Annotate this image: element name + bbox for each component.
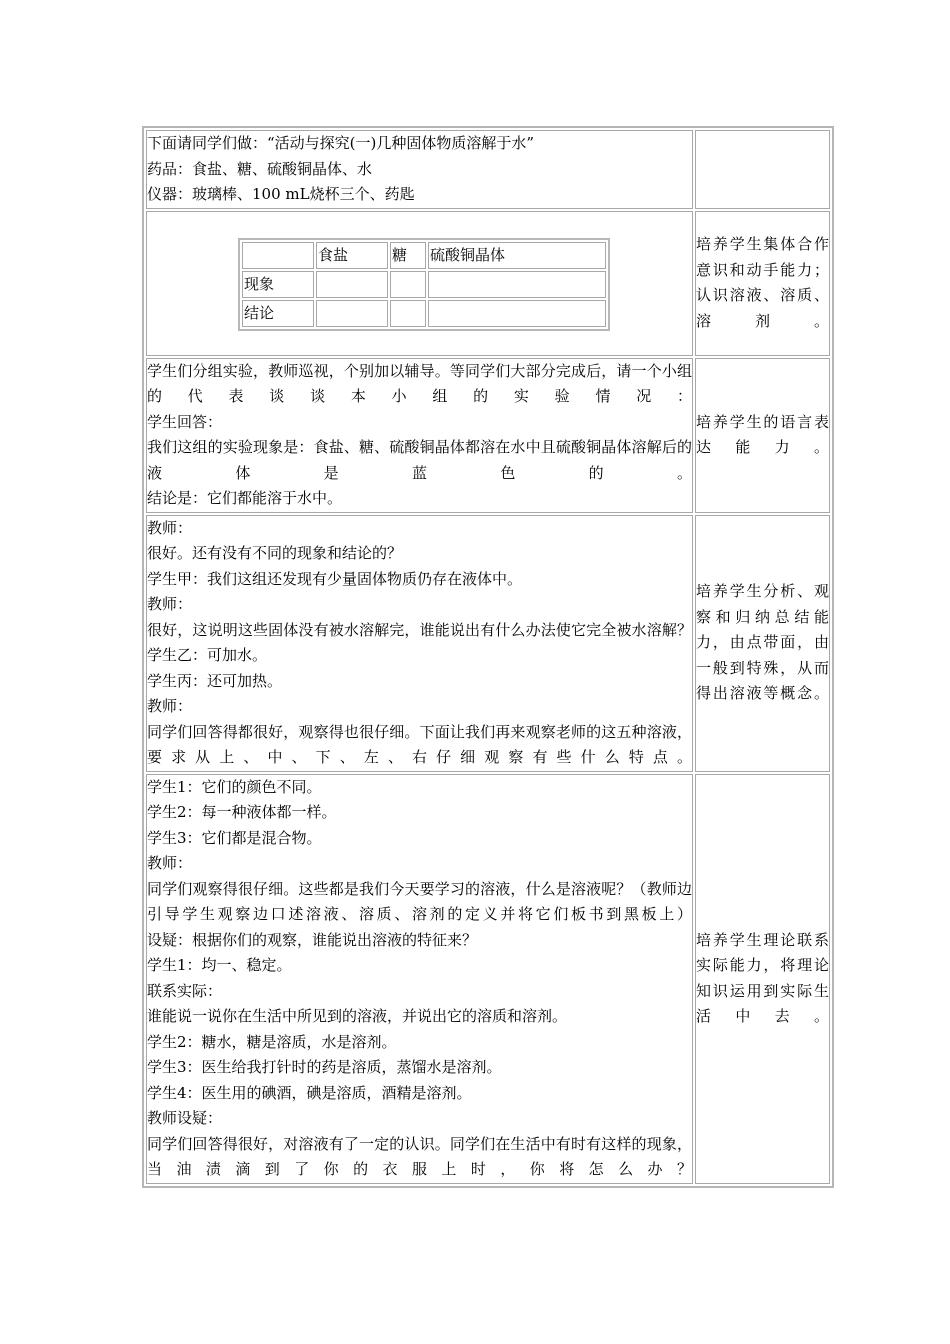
paragraph: 教师： [147,595,193,613]
experiment-record-table [238,238,610,331]
design-note-cell [695,211,830,356]
design-note: 培养学生分析、观察和归纳总结能力，由点带面，由一般到特殊，从而得出溶液等概念。 [696,582,829,703]
equipment-line: 仪器：玻璃棒、100 mL烧杯三个、药匙 [147,185,415,203]
header-cell: 糖 [390,242,426,269]
paragraph: 同学们回答得很好，对溶液有了一定的认识。同学们在生活中有时有这样的现象，当油渍滴到了你的衣服上时，你将怎么办？ [147,1134,692,1178]
paragraph: 联系实际： [147,981,223,1000]
empty-cell [428,271,606,298]
table-row [146,211,830,356]
empty-cell [428,300,606,327]
paragraph: 教师设疑： [147,1109,223,1127]
header-cell [242,242,314,269]
paragraph: 教师： [147,518,193,537]
table-row [146,358,830,513]
table-row [146,130,830,209]
paragraph: 我们这组的实验现象是：食盐、糖、硫酸铜晶体都溶在水中且硫酸铜晶体溶解后的液体是蓝色的。 [147,438,692,482]
empty-cell [316,300,388,327]
paragraph: 学生3：医生给我打针时的药是溶质，蒸馏水是溶剂。 [147,1058,502,1076]
paragraph: 谁能说一说你在生活中所见到的溶液，并说出它的溶质和溶剂。 [147,1007,568,1025]
design-note: 培养学生集体合作意识和动手能力；认识溶液、溶质、溶剂。 [696,235,829,330]
paragraph: 同学们观察得很仔细。这些都是我们今天要学习的溶液，什么是溶液呢？（教师边引导学生观察边口述溶液、溶质、溶剂的定义并将它们板书到黑板上） [147,879,692,923]
table-header-row [242,242,606,269]
paragraph: 学生乙：可加水。 [147,646,268,664]
table-row [146,515,830,772]
design-note-cell [695,774,830,1184]
paragraph: 学生1：均一、稳定。 [147,956,292,974]
materials-line: 药品：食盐、糖、硫酸铜晶体、水 [147,159,373,178]
design-note-cell [695,515,830,772]
lesson-plan-table [142,126,834,1188]
empty-cell [390,271,426,298]
header-cell: 硫酸铜晶体 [428,242,606,269]
paragraph: 结论是：它们都能溶于水中。 [147,489,343,507]
paragraph: 学生们分组实验，教师巡视，个别加以辅导。等同学们大部分完成后，请一个小组的代表谈谈本小组的实验情况： [147,361,692,405]
row-label-cell: 现象 [242,271,314,298]
paragraph: 学生2：每一种液体都一样。 [147,803,337,821]
paragraph: 教师： [147,697,193,715]
experiment-table-cell [146,211,693,356]
paragraph: 学生1：它们的颜色不同。 [147,777,322,796]
activity-intro-cell [146,130,693,209]
paragraph: 设疑：根据你们的观察，谁能说出溶液的特征来？ [147,930,478,949]
paragraph: 学生3：它们都是混合物。 [147,828,322,847]
design-note-cell [695,358,830,513]
row-label-cell: 结论 [242,300,314,327]
design-note-cell [695,130,830,209]
dialogue-cell [146,774,693,1184]
header-cell: 食盐 [316,242,388,269]
activity-title: 下面请同学们做：“活动与探究(一)几种固体物质溶解于水” [147,134,535,152]
dialogue-cell [146,358,693,513]
empty-cell [316,271,388,298]
paragraph: 学生丙：还可加热。 [147,671,283,690]
paragraph: 教师： [147,854,193,872]
paragraph: 学生2：糖水，糖是溶质，水是溶剂。 [147,1032,397,1051]
paragraph: 同学们回答得都很好，观察得也很仔细。下面让我们再来观察老师的这五种溶液，要求从上、中、下、左、右仔细观察有些什么特点。 [147,722,692,766]
table-row [146,774,830,1184]
paragraph: 学生回答： [147,412,223,431]
document-page [142,126,830,1188]
paragraph: 学生4：医生用的碘酒，碘是溶质，酒精是溶剂。 [147,1083,472,1102]
dialogue-cell [146,515,693,772]
empty-cell [390,300,426,327]
paragraph: 很好。还有没有不同的现象和结论的？ [147,544,403,562]
table-row [242,300,606,327]
paragraph: 很好，这说明这些固体没有被水溶解完，谁能说出有什么办法使它完全被水溶解？ [147,620,692,639]
paragraph: 学生甲：我们这组还发现有少量固体物质仍存在液体中。 [147,569,523,588]
design-note: 培养学生的语言表达能力。 [696,412,829,456]
design-note: 培养学生理论联系实际能力，将理论知识运用到实际生活中去。 [696,930,829,1025]
table-row [242,271,606,298]
